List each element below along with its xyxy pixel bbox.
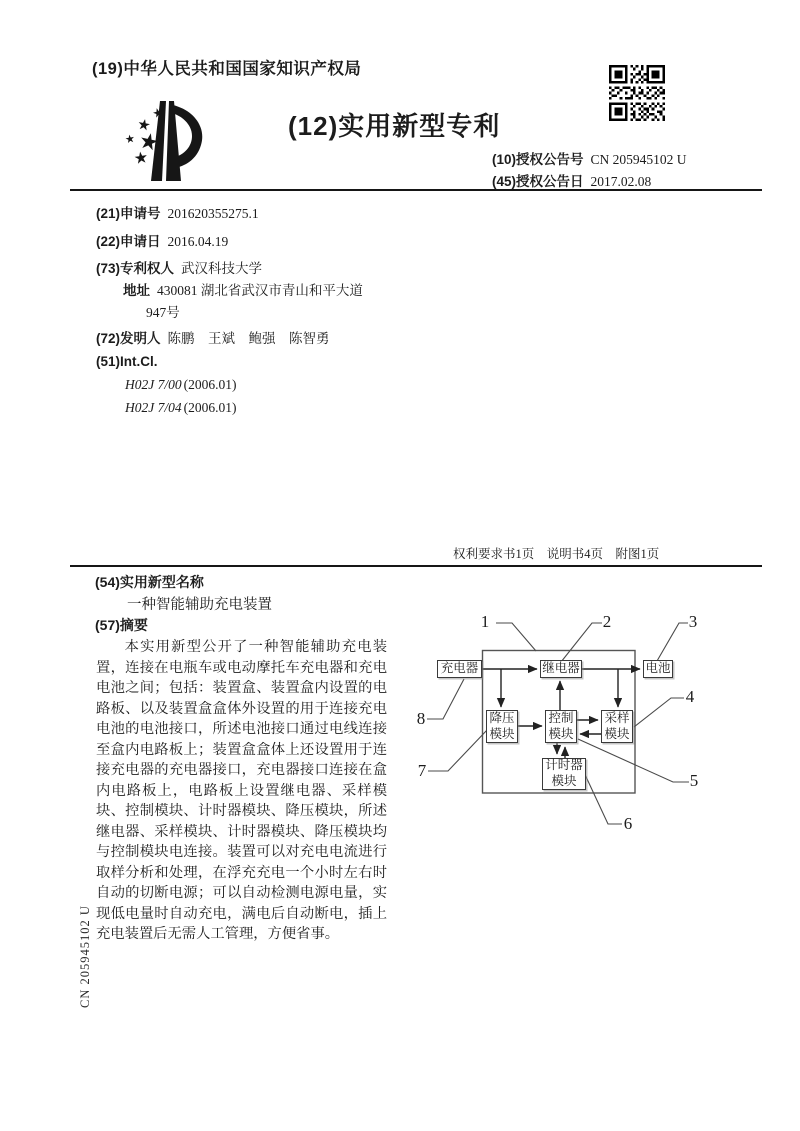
int-cl-entry-2: [125, 400, 237, 416]
figure-ref-8: 8: [416, 709, 426, 728]
figure-box-timer-module: 计时器模块: [542, 758, 586, 790]
address-row-2: [146, 301, 180, 321]
body-divider: [70, 565, 762, 567]
figure-ref-3: 3: [688, 612, 698, 631]
issuing-office: (19)中华人民共和国国家知识产权局: [92, 60, 362, 78]
application-number-label: (21)申请号: [96, 206, 161, 221]
application-number-value: 201620355275.1: [167, 206, 259, 221]
title-label: (54)实用新型名称: [95, 574, 204, 590]
address-row: [123, 279, 363, 299]
patentee-value: 武汉科技大学: [181, 261, 263, 276]
patentee-row: [96, 257, 262, 277]
figure-ref-4: 4: [685, 687, 695, 706]
header-divider: [70, 189, 762, 191]
figure-box-control-module: 控制模块: [545, 710, 577, 743]
address-label: 地址: [123, 283, 150, 298]
application-date-value: 2016.04.19: [167, 234, 229, 249]
qr-code: [609, 64, 665, 122]
side-document-code: CN 205945102 U: [78, 905, 92, 1008]
inventors-row: [96, 327, 330, 347]
figure-box-stepdown-module: 降压模块: [486, 710, 518, 743]
figure-1: [408, 598, 720, 856]
patentee-label: (73)专利权人: [96, 261, 175, 276]
application-number-row: [96, 202, 259, 222]
document-type: (12)实用新型专利: [288, 111, 501, 141]
pub-number-label: (10)授权公告号: [492, 152, 584, 167]
pub-number-row: [492, 148, 687, 168]
abstract-text: 本实用新型公开了一种智能辅助充电装置，连接在电瓶车或电动摩托车充电器和充电电池之间；包括：装置盒、装置盒内设置的电路板、以及装置盒盒体外设置的用于连接充电电池的电池接口，所述电池接口通过电线连接至盒内电路板上；装置盒盒体上还设置用于连接充电器的充电器接口，充电器接口连接在盒内电路板上，电路板上设置继电器、采样模块、控制模块、计时器模块、降压模块，所述继电器、采样模块、计时器模块、降压模块均与控制模块电连接。装置可以对充电电流进行取样分析和处理，在浮充充电一个小时左右时自动的切断电源；可以自动检测电源电量，实现低电量时自动充电，满电后自动断电，插上充电装置后无需人工管理，方便省事。: [96, 639, 387, 942]
int-cl-code-2: H02J 7/04: [125, 400, 182, 415]
abstract-label: (57)摘要: [95, 617, 148, 633]
sipo-logo-icon: [104, 97, 210, 187]
inventors-value: 陈鹏 王斌 鲍强 陈智勇: [167, 331, 330, 346]
int-cl-code-1: H02J 7/00: [125, 377, 182, 392]
application-date-row: [96, 230, 228, 250]
pub-number-value: CN 205945102 U: [590, 152, 687, 167]
pages-info: 权利要求书1页 说明书4页 附图1页: [453, 547, 660, 561]
address-value-line1: 430081 湖北省武汉市青山和平大道: [157, 283, 363, 298]
figure-ref-5: 5: [689, 771, 699, 790]
figure-ref-7: 7: [417, 761, 427, 780]
figure-box-relay: 继电器: [540, 660, 582, 678]
int-cl-label: (51)Int.Cl.: [96, 354, 158, 369]
figure-box-sampling-module: 采样模块: [601, 710, 633, 743]
application-date-label: (22)申请日: [96, 234, 161, 249]
pub-date-label: (45)授权公告日: [492, 174, 584, 189]
invention-title: 一种智能辅助充电装置: [127, 597, 272, 613]
figure-box-charger: 充电器: [437, 660, 482, 678]
pub-date-row: [492, 170, 651, 190]
int-cl-row: [96, 354, 165, 370]
int-cl-edition-2: (2006.01): [183, 400, 237, 415]
figure-ref-6: 6: [623, 814, 633, 833]
address-value-line2: 947号: [146, 305, 180, 320]
figure-ref-1: 1: [480, 612, 490, 631]
int-cl-entry-1: [125, 377, 237, 393]
inventors-label: (72)发明人: [96, 331, 161, 346]
figure-ref-2: 2: [602, 612, 612, 631]
int-cl-edition-1: (2006.01): [183, 377, 237, 392]
pub-date-value: 2017.02.08: [590, 174, 652, 189]
figure-box-battery: 电池: [643, 660, 673, 678]
